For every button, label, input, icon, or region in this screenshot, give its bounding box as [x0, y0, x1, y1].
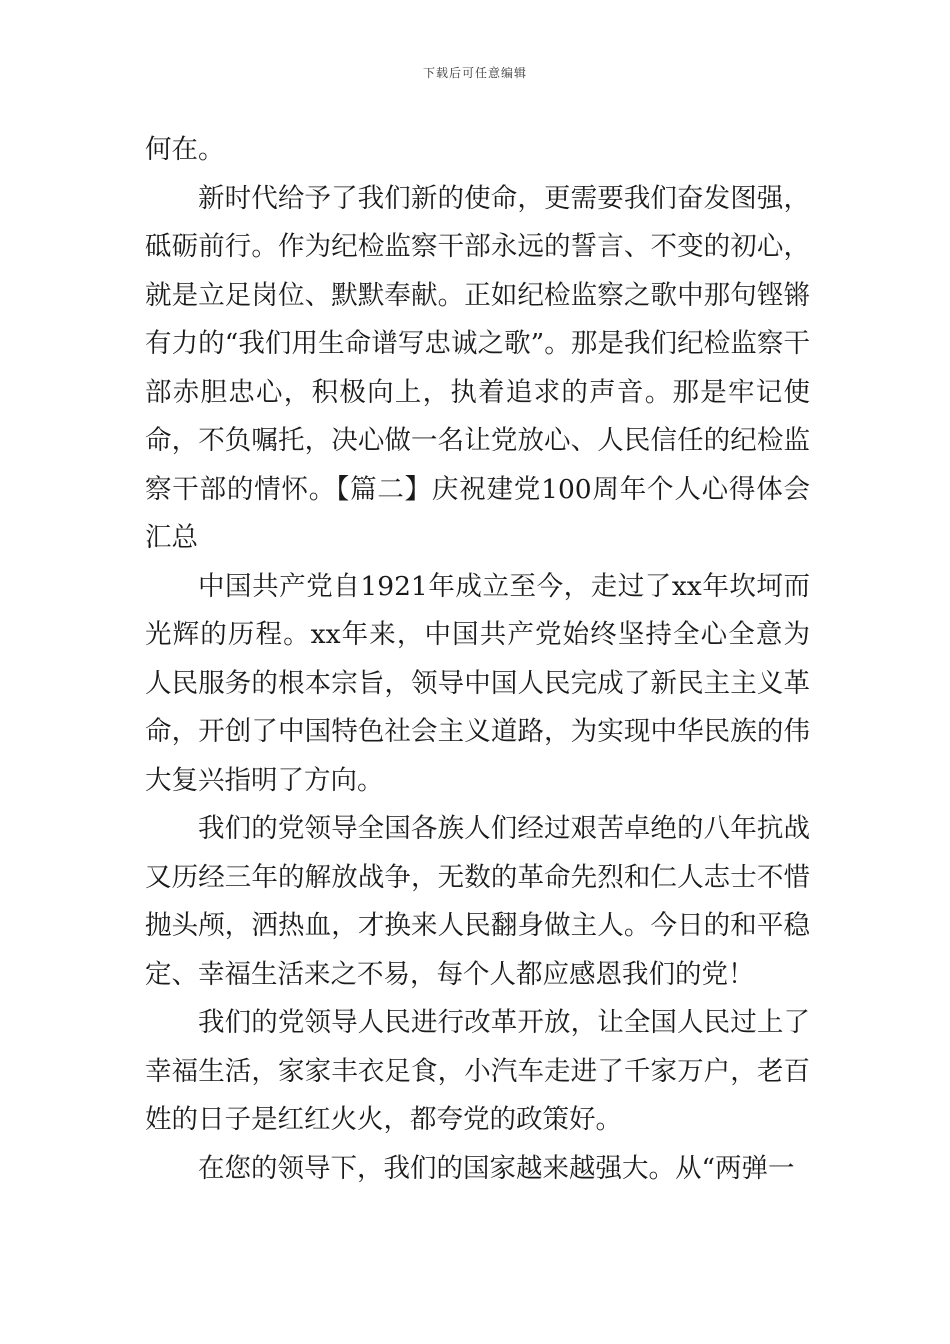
document-body — [145, 126, 810, 1193]
paragraph-3: 中国共产党自1921年成立至今，走过了xx年坎坷而光辉的历程。xx年来，中国共产党始终坚持全心全意为人民服务的根本宗旨，领导中国人民完成了新民主主义革命，开创了中国特色社会主义道路，为实现中华民族的伟大复兴指明了方向。 — [145, 570, 810, 796]
paragraph-6: 在您的领导下，我们的国家越来越强大。从“两弹一 — [198, 1152, 795, 1184]
paragraph-5: 我们的党领导人民进行改革开放，让全国人民过上了幸福生活，家家丰衣足食，小汽车走进了千家万户，老百姓的日子是红红火火，都夸党的政策好。 — [145, 1007, 810, 1135]
paragraph-2: 新时代给予了我们新的使命，更需要我们奋发图强，砥砺前行。作为纪检监察干部永远的誓言、不变的初心，就是立足岗位、默默奉献。正如纪检监察之歌中那句铿锵有力的“我们用生命谱写忠诚之歌”。那是我们纪检监察干部赤胆忠心，积极向上，执着追求的声音。那是牢记使命，不负嘱托，决心做一名让党放心、人民信任的纪检监察干部的情怀。【篇二】庆祝建党100周年个人心得体会汇总 — [145, 182, 810, 553]
page-header: 下载后可任意编辑 — [422, 66, 527, 80]
paragraph-1: 何在。 — [145, 134, 225, 165]
paragraph-4: 我们的党领导全国各族人们经过艰苦卓绝的八年抗战又历经三年的解放战争，无数的革命先烈和仁人志士不惜抛头颅，洒热血，才换来人民翻身做主人。今日的和平稳定、幸福生活来之不易，每个人都应感恩我们的党！ — [145, 813, 810, 990]
